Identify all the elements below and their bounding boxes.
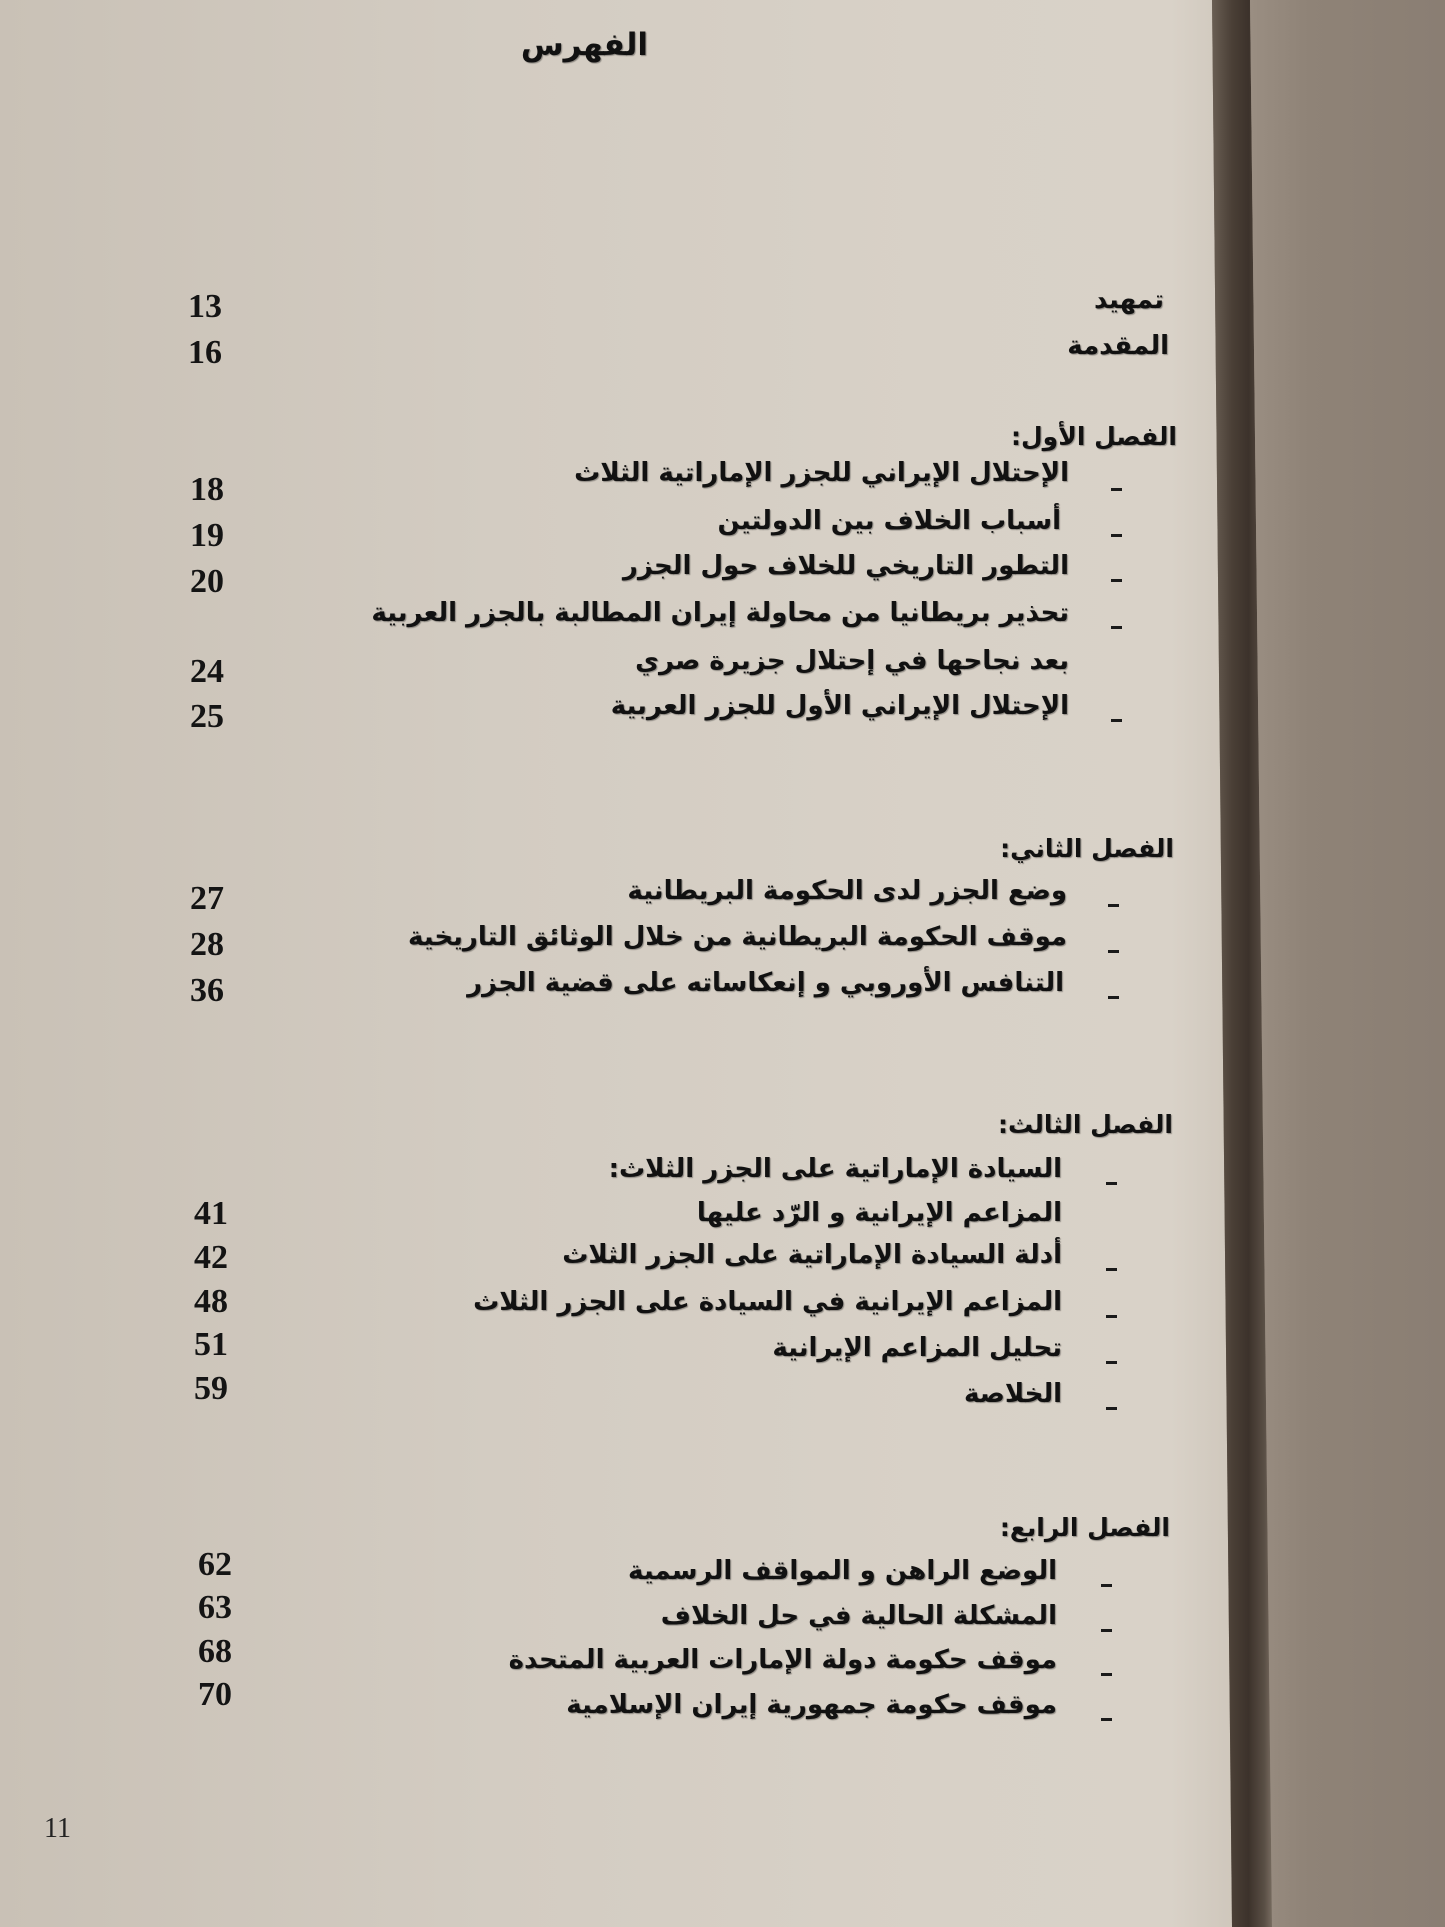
toc-entry: وضع الجزر لدى الحكومة البريطانية (627, 876, 1067, 906)
bullet-dash (1106, 1361, 1117, 1364)
toc-entry: الإحتلال الإيراني للجزر الإماراتية الثلاث (574, 458, 1069, 488)
toc-entry: موقف حكومة جمهورية إيران الإسلامية (566, 1690, 1057, 1720)
chapter-heading: الفصل الأول: (1010, 422, 1177, 451)
toc-entry: الخلاصة (963, 1379, 1062, 1409)
page-number: 42 (194, 1239, 228, 1276)
page-folio-number: 11 (44, 1813, 71, 1844)
bullet-dash (1101, 1629, 1112, 1632)
bullet-dash (1106, 1268, 1117, 1271)
page-number: 63 (198, 1589, 232, 1626)
page-number: 28 (190, 926, 224, 963)
bullet-dash (1101, 1584, 1112, 1587)
chapter-heading: الفصل الثاني: (1000, 834, 1174, 863)
page-number: 20 (190, 563, 224, 600)
bullet-dash (1108, 996, 1119, 999)
toc-title: الفهرس (520, 27, 648, 63)
page-number: 59 (194, 1370, 228, 1407)
page-number: 16 (188, 334, 222, 371)
toc-entry: التطور التاريخي للخلاف حول الجزر (622, 551, 1069, 581)
page-number: 19 (190, 517, 224, 554)
toc-entry: موقف الحكومة البريطانية من خلال الوثائق التاريخية (408, 922, 1067, 952)
bullet-dash (1111, 626, 1122, 629)
page-number: 41 (194, 1195, 228, 1232)
toc-entry: المزاعم الإيرانية في السيادة على الجزر الثلاث (473, 1287, 1062, 1317)
toc-entry: أدلة السيادة الإماراتية على الجزر الثلاث (562, 1240, 1062, 1270)
toc-entry: تحذير بريطانيا من محاولة إيران المطالبة بالجزر العربية (371, 598, 1069, 628)
toc-entry-continuation: بعد نجاحها في إحتلال جزيرة صري (635, 646, 1069, 676)
page-number: 51 (194, 1326, 228, 1363)
toc-entry-preface: تمهيد (1094, 285, 1164, 315)
toc-entry: موقف حكومة دولة الإمارات العربية المتحدة (508, 1645, 1057, 1675)
toc-entry: الوضع الراهن و المواقف الرسمية (628, 1556, 1057, 1586)
chapter-heading: الفصل الثالث: (998, 1110, 1173, 1139)
bullet-dash (1106, 1407, 1117, 1410)
toc-entry: أسباب الخلاف بين الدولتين (717, 506, 1061, 536)
page-number: 13 (188, 288, 222, 325)
page-number: 48 (194, 1283, 228, 1320)
page-number: 68 (198, 1633, 232, 1670)
bullet-dash (1111, 488, 1122, 491)
bullet-dash (1111, 534, 1122, 537)
toc-entry: التنافس الأوروبي و إنعكاساته على قضية الجزر (467, 968, 1064, 998)
page-number: 24 (190, 653, 224, 690)
bullet-dash (1101, 1718, 1112, 1721)
page-number: 18 (190, 471, 224, 508)
toc-entry: المشكلة الحالية في حل الخلاف (660, 1601, 1057, 1631)
bullet-dash (1106, 1315, 1117, 1318)
bullet-dash (1111, 719, 1122, 722)
toc-entry-introduction: المقدمة (1067, 331, 1169, 361)
page-number: 70 (198, 1676, 232, 1713)
bullet-dash (1101, 1673, 1112, 1676)
bullet-dash (1108, 904, 1119, 907)
toc-entry: السيادة الإماراتية على الجزر الثلاث: (608, 1154, 1062, 1184)
page-number: 36 (190, 972, 224, 1009)
facing-page-edge (1250, 0, 1445, 1927)
toc-entry: الإحتلال الإيراني الأول للجزر العربية (610, 691, 1069, 721)
page-number: 25 (190, 698, 224, 735)
page-number: 62 (198, 1546, 232, 1583)
toc-entry: تحليل المزاعم الإيرانية (772, 1333, 1062, 1363)
chapter-heading: الفصل الرابع: (999, 1513, 1170, 1542)
bullet-dash (1111, 579, 1122, 582)
page-number: 27 (190, 880, 224, 917)
bullet-dash (1108, 950, 1119, 953)
bullet-dash (1106, 1182, 1117, 1185)
toc-entry-continuation: المزاعم الإيرانية و الرّد عليها (696, 1198, 1062, 1228)
